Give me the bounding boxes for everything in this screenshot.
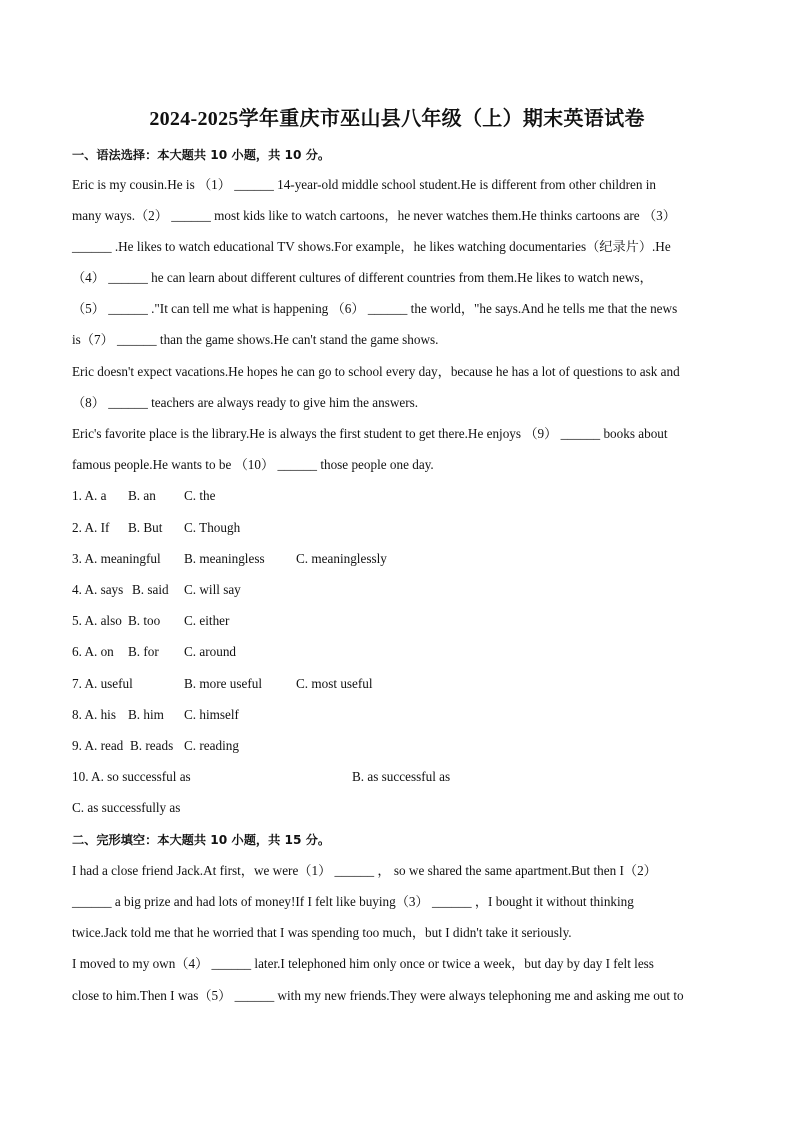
passage-1-line: is（7） ______ than the game shows.He can't stand the game shows. bbox=[72, 332, 439, 347]
section-2-heading: 二、完形填空：本大题共 10 小题，共 15 分。 bbox=[72, 833, 331, 847]
option-b: B. But bbox=[128, 520, 163, 535]
passage-1-line: Eric is my cousin.He is （1） ______ 14-year-old middle school student.He is different from other children in bbox=[72, 177, 657, 192]
option-a: 5. A. also bbox=[72, 613, 122, 628]
passage-1-line: ______ .He likes to watch educational TV shows.For example，he likes watching documentaries（纪录片）.He bbox=[72, 239, 671, 254]
option-b: B. as successful as bbox=[352, 769, 451, 784]
passage-1-line: （5） ______ ."It can tell me what is happening （6） ______ the world，"he says.And he tells me that the news bbox=[72, 301, 678, 316]
option-c: C. either bbox=[184, 613, 230, 628]
passage-1-line: many ways.（2） ______ most kids like to watch cartoons，he never watches them.He thinks cartoons are （3） bbox=[72, 208, 676, 223]
passage-2-line: twice.Jack told me that he worried that I was spending too much，but I didn't take it seriously. bbox=[72, 925, 572, 940]
option-b: B. for bbox=[128, 644, 159, 659]
option-b: B. more useful bbox=[184, 676, 263, 691]
option-c: C. around bbox=[184, 644, 237, 659]
option-c: C. will say bbox=[184, 582, 241, 597]
passage-2-line: I moved to my own（4） ______ later.I telephoned him only once or twice a week，but day by day I felt less bbox=[72, 956, 654, 971]
option-b: B. meaningless bbox=[184, 551, 265, 566]
option-b: B. said bbox=[132, 582, 169, 597]
option-c: C. Though bbox=[184, 520, 241, 535]
option-b: B. an bbox=[128, 488, 156, 503]
option-a: 3. A. meaningful bbox=[72, 551, 161, 566]
passage-1-line: Eric doesn't expect vacations.He hopes he can go to school every day，because he has a lot of questions to ask and bbox=[72, 364, 680, 379]
passage-1-line: famous people.He wants to be （10） ______ those people one day. bbox=[72, 457, 434, 472]
option-a: 1. A. a bbox=[72, 488, 107, 503]
page-title: 2024-2025学年重庆市巫山县八年级（上）期末英语试卷 bbox=[149, 108, 645, 130]
passage-1-line: Eric's favorite place is the library.He is always the first student to get there.He enjoys （9） ______ books about bbox=[72, 426, 668, 441]
option-a: 2. A. If bbox=[72, 520, 110, 535]
option-c: C. reading bbox=[184, 738, 239, 753]
option-a: 6. A. on bbox=[72, 644, 114, 659]
option-b: B. reads bbox=[130, 738, 174, 753]
section-1-heading: 一、语法选择：本大题共 10 小题，共 10 分。 bbox=[72, 148, 331, 162]
option-c: C. meaninglessly bbox=[296, 551, 387, 566]
option-a: 7. A. useful bbox=[72, 676, 133, 691]
option-a: 10. A. so successful as bbox=[72, 769, 191, 784]
passage-2-line: ______ a big prize and had lots of money!If I felt like buying（3） ______ ，I bought it without thinking bbox=[72, 894, 634, 909]
option-a: 4. A. says bbox=[72, 582, 124, 597]
option-a: 8. A. his bbox=[72, 707, 116, 722]
passage-1-line: （8） ______ teachers are always ready to give him the answers. bbox=[72, 395, 419, 410]
option-b: B. too bbox=[128, 613, 161, 628]
option-a: 9. A. read bbox=[72, 738, 124, 753]
passage-2-line: I had a close friend Jack.At first，we were（1） ______ ， so we shared the same apartment.But then I（2） bbox=[72, 863, 657, 878]
option-c: C. most useful bbox=[296, 676, 373, 691]
option-c: C. the bbox=[184, 488, 216, 503]
option-c: C. himself bbox=[184, 707, 239, 722]
option-b: B. him bbox=[128, 707, 164, 722]
passage-2-line: close to him.Then I was（5） ______ with my new friends.They were always telephoning me and asking me out to bbox=[72, 988, 684, 1003]
option-c: C. as successfully as bbox=[72, 800, 181, 815]
passage-1-line: （4） ______ he can learn about different cultures of different countries from them.He likes to watch news， bbox=[72, 270, 653, 285]
